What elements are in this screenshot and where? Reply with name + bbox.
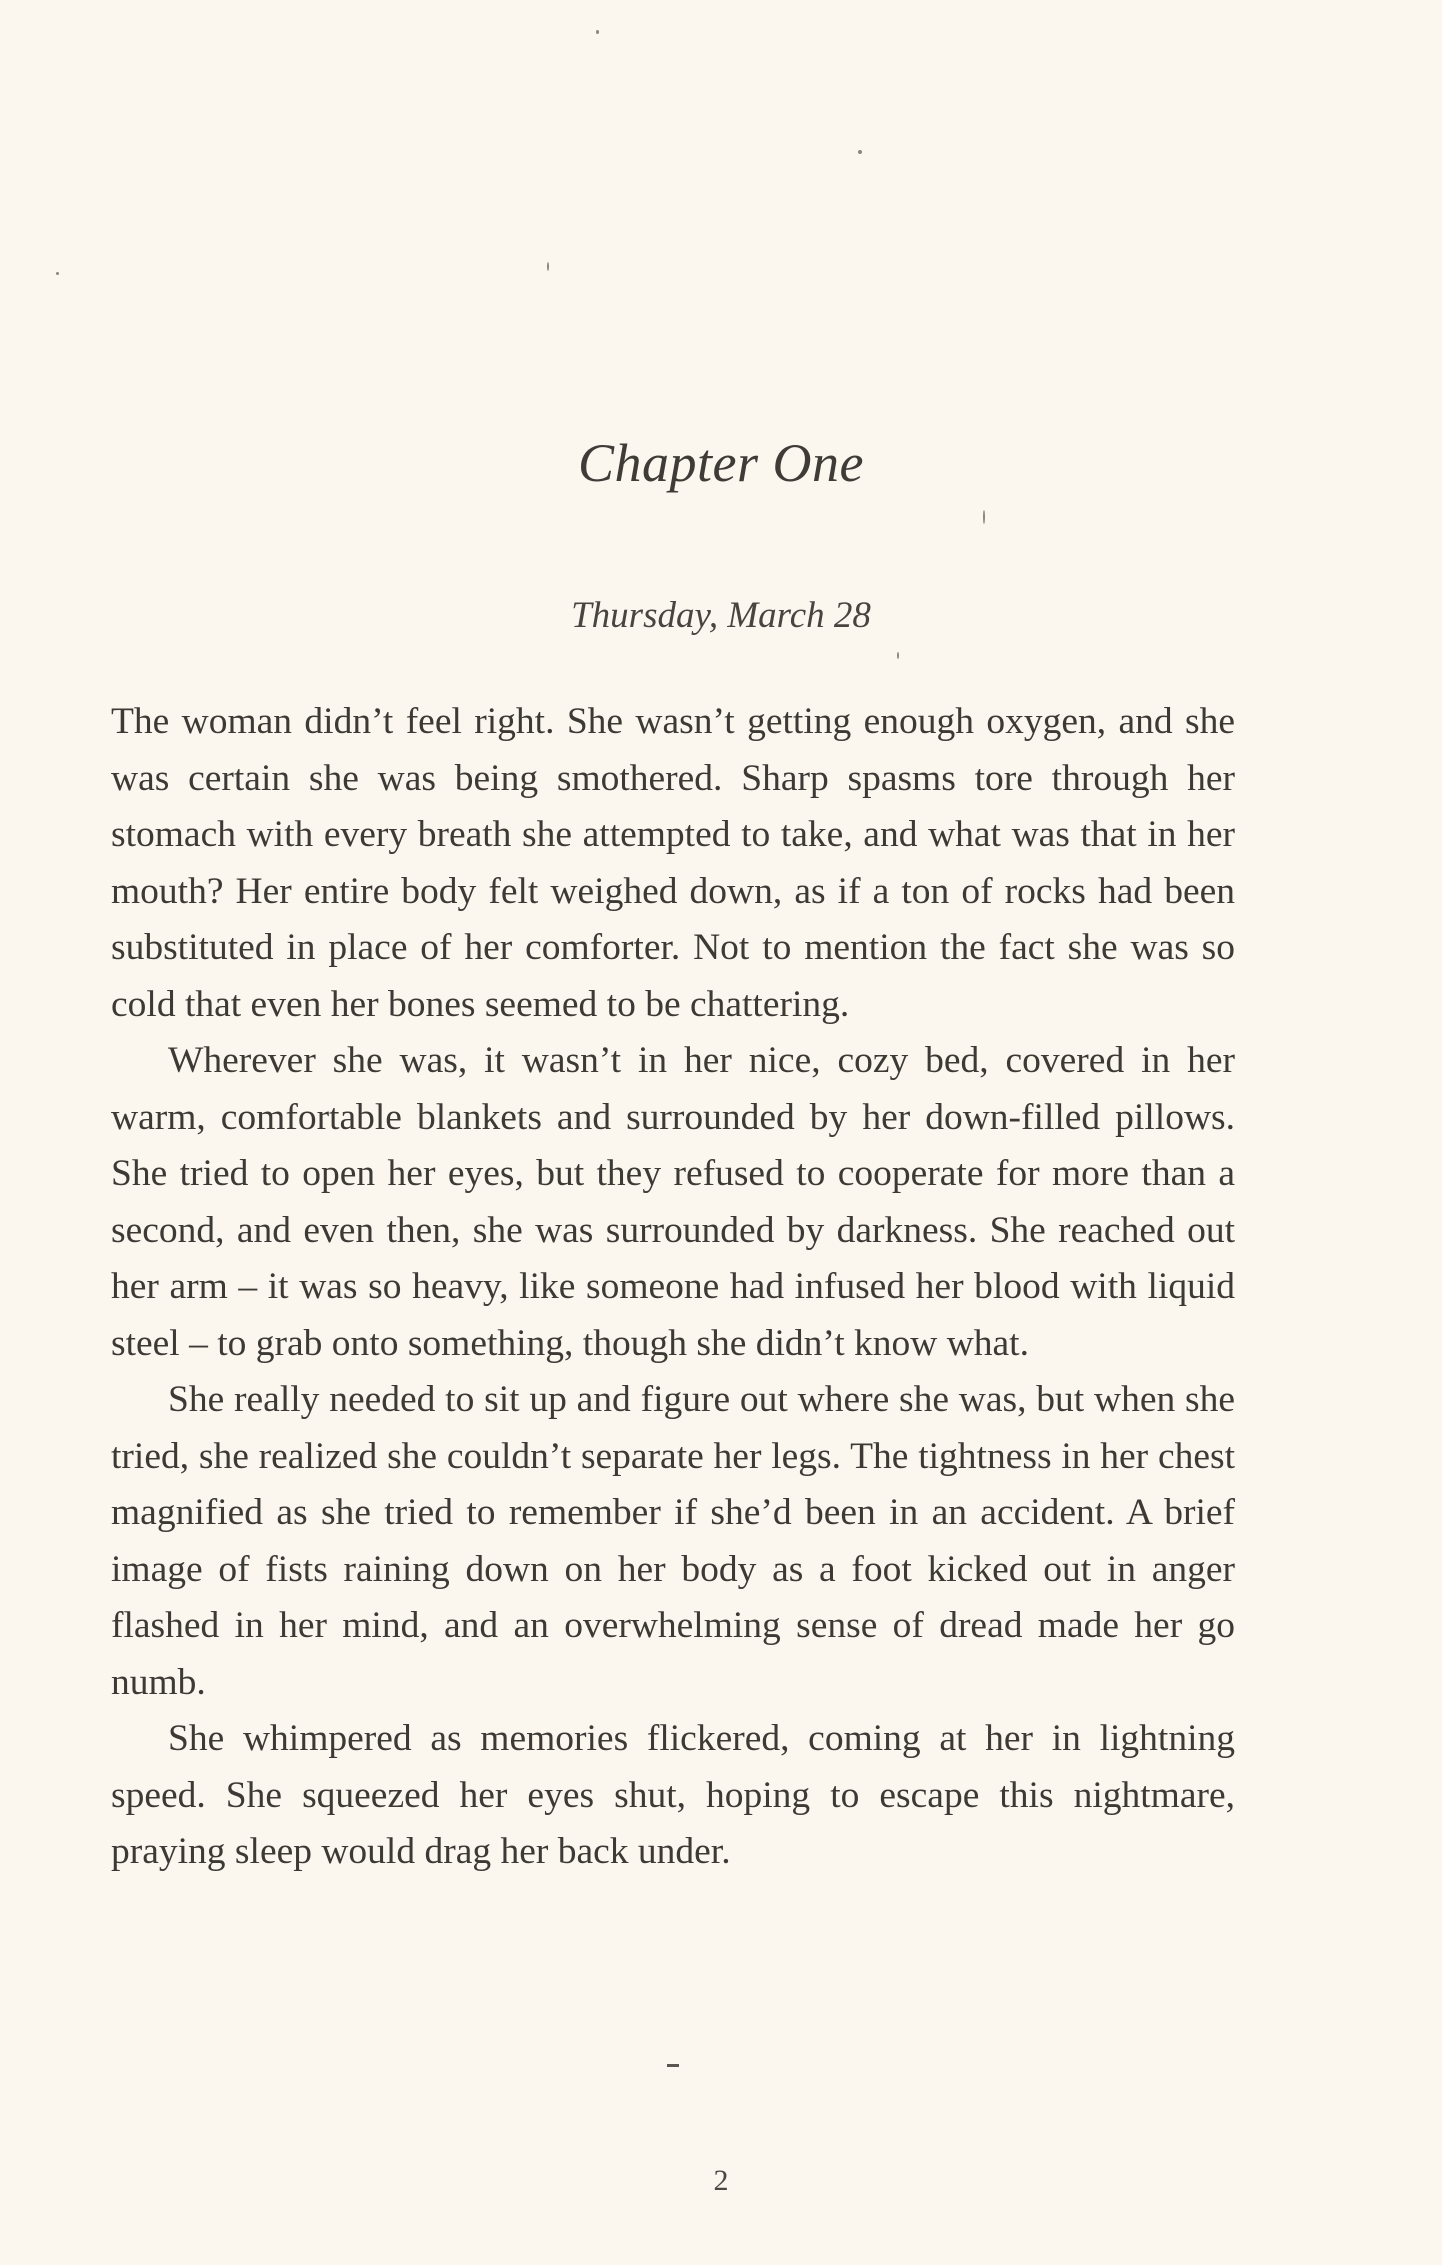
chapter-title: Chapter One bbox=[578, 433, 864, 493]
scene-break-mark bbox=[667, 2064, 679, 2067]
paper-speck bbox=[897, 652, 899, 659]
paragraph: She really needed to sit up and figure out where she was, but when she tried, she realized she couldn’t separate her legs. The tightness in her chest magnified as she tried to remember if she’d been in an accident. A brief image of fists raining down on her body as a foot kicked out in anger flashed in her mind, and an overwhelming sense of dread made her go numb. bbox=[111, 1379, 1235, 1703]
chapter-date: Thursday, March 28 bbox=[571, 595, 871, 636]
page-number: 2 bbox=[713, 2164, 729, 2197]
paper-speck bbox=[596, 30, 599, 34]
chapter-body bbox=[111, 694, 1235, 1881]
paragraph: The woman didn’t feel right. She wasn’t getting enough oxygen, and she was certain she was being smothered. Sharp spasms tore through her stomach with every breath she attempted to take, and what was that in her mouth? Her entire body felt weighed down, as if a ton of rocks had been substituted in place of her comforter. Not to mention the fact she was so cold that even her bones seemed to be chattering. bbox=[111, 701, 1235, 1025]
paragraph: She whimpered as memories flickered, coming at her in lightning speed. She squeezed her eyes shut, hoping to escape this nightmare, praying sleep would drag her back under. bbox=[111, 1718, 1235, 1872]
paper-speck bbox=[858, 150, 862, 154]
paragraph: Wherever she was, it wasn’t in her nice, cozy bed, covered in her warm, comfortable blankets and surrounded by her down-filled pillows. She tried to open her eyes, but they refused to cooperate for more than a second, and even then, she was surrounded by darkness. She reached out her arm – it was so heavy, like someone had infused her blood with liquid steel – to grab onto something, though she didn’t know what. bbox=[111, 1040, 1235, 1364]
paper-speck bbox=[547, 262, 549, 271]
paper-speck bbox=[983, 510, 985, 524]
paper-speck bbox=[56, 272, 59, 275]
